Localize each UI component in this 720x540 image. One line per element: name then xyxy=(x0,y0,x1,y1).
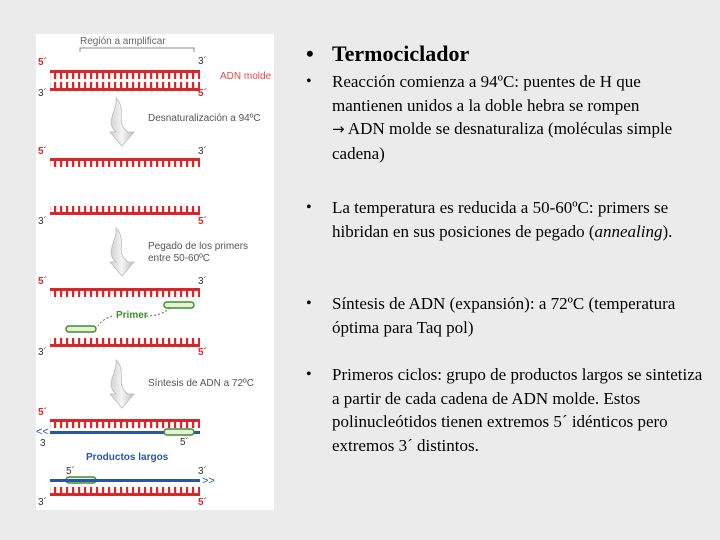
bullet-text: Reacción comienza a 94ºC: puentes de H que mantienen unidos a la doble hebra se rompen xyxy=(332,72,641,115)
end-label: 5´ xyxy=(198,88,207,99)
slide-title-text: Termociclador xyxy=(332,41,470,66)
annealing-label-1: Pegado de los primers xyxy=(148,241,249,252)
strand-bottom xyxy=(50,88,200,91)
end-label: 5´ xyxy=(198,347,207,358)
product-strand-bottom xyxy=(50,479,200,482)
end-label: 3´ xyxy=(38,88,47,99)
end-label: 3´ xyxy=(198,56,207,67)
region-title: Región a amplificar xyxy=(80,36,166,47)
primer-top xyxy=(164,302,194,308)
bullet-mark: • xyxy=(306,41,314,66)
strand-ticks-top xyxy=(50,161,200,167)
strand-bottom xyxy=(50,212,200,215)
strand-bottom xyxy=(50,344,200,347)
end-label: 3 xyxy=(40,438,46,449)
annealing-label-2: entre 50-60ºC xyxy=(148,253,211,264)
bullet-text: La temperatura es reducida a 50-60ºC: primers se hibridan en sus posiciones de pegado ( xyxy=(332,198,669,241)
end-label: 3´ xyxy=(198,276,207,287)
end-label: 5´ xyxy=(38,407,47,418)
strand-top xyxy=(50,288,200,291)
end-label: 5´ xyxy=(198,216,207,227)
synthesis-label: Síntesis de ADN a 72ºC xyxy=(148,378,254,389)
end-label: 3´ xyxy=(38,216,47,227)
down-arrow-icon xyxy=(110,98,134,146)
down-arrow-icon xyxy=(110,360,134,408)
long-products-label: Productos largos xyxy=(86,452,169,463)
primer-pointer xyxy=(146,308,170,316)
strand-ticks-bottom xyxy=(50,82,200,88)
primer-label: Primer xyxy=(116,310,148,321)
strand-top xyxy=(50,158,200,161)
end-label: 5´ xyxy=(38,57,47,68)
bullet-mark: • xyxy=(306,295,312,312)
chevron-right-icon: >> xyxy=(202,475,215,487)
end-label: 3´ xyxy=(198,146,207,157)
end-label: 5´ xyxy=(66,466,75,477)
strand-bottom xyxy=(50,493,200,496)
bullet-text: ADN molde se desnaturaliza (moléculas simple cadena) xyxy=(332,119,673,163)
end-label: 3´ xyxy=(38,347,47,358)
strand-ticks-top xyxy=(50,422,200,428)
down-arrow-icon xyxy=(110,228,134,276)
bullet-mark: • xyxy=(306,366,312,383)
arrow-right-icon: → xyxy=(332,120,345,138)
bullet-italic: annealing xyxy=(594,221,663,241)
annealing-stage xyxy=(38,275,207,358)
pcr-diagram xyxy=(36,34,274,510)
single-strands xyxy=(38,145,207,227)
double-strand-1 xyxy=(38,55,272,99)
primer-top xyxy=(164,429,194,435)
dna-template-label: ADN molde xyxy=(220,71,272,82)
strand-top xyxy=(50,419,200,422)
strand-ticks-bottom xyxy=(50,487,200,493)
end-label: 5´ xyxy=(38,276,47,287)
denaturation-label: Desnaturalización a 94ºC xyxy=(148,113,261,124)
bullet-mark: • xyxy=(306,199,312,216)
bullet-text: Síntesis de ADN (expansión): a 72ºC (temperatura óptima para Taq pol) xyxy=(332,294,676,337)
end-label: 5´ xyxy=(198,497,207,508)
synthesis-stage xyxy=(36,407,215,508)
end-label: 3´ xyxy=(38,497,47,508)
strand-ticks-top xyxy=(50,73,200,79)
strand-top xyxy=(50,70,200,73)
strand-ticks-top xyxy=(50,291,200,297)
strand-ticks-bottom xyxy=(50,206,200,212)
bullet-text: ). xyxy=(662,221,673,241)
primer-bottom xyxy=(66,326,96,332)
primer-pointer xyxy=(98,316,112,326)
chevron-left-icon: << xyxy=(36,426,49,438)
end-label: 3´ xyxy=(198,466,207,477)
bullet-mark: • xyxy=(306,73,312,90)
end-label: 5´ xyxy=(38,146,47,157)
pcr-diagram-svg xyxy=(36,34,274,510)
bullet-text: Primeros ciclos: grupo de productos largos se sintetiza a partir de cada cadena de ADN molde. Estos polinucleótidos tienen extremos 5´ idénticos pero extremos 3´ distintos. xyxy=(332,365,703,455)
end-label: 5´ xyxy=(180,437,189,448)
strand-ticks-bottom xyxy=(50,338,200,344)
region-bracket xyxy=(80,48,194,52)
